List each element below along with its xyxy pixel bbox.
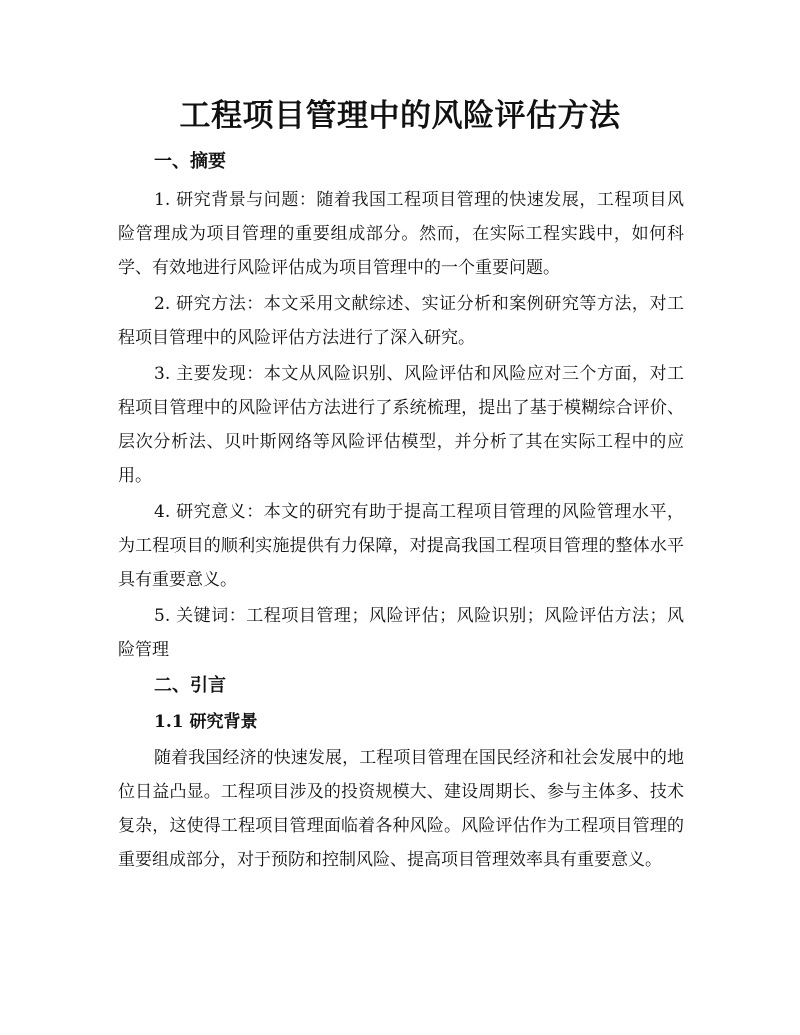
- introduction-paragraph: 随着我国经济的快速发展，工程项目管理在国民经济和社会发展中的地位日益凸显。工程项目涉及的投资规模大、建设周期长、参与主体多、技术复杂，这使得工程项目管理面临着各种风险。风险评估作为工程项目管理的重要组成部分，对于预防和控制风险、提高项目管理效率具有重要意义。: [118, 748, 684, 870]
- abstract-paragraph-methods: 2. 研究方法：本文采用文献综述、实证分析和案例研究等方法，对工程项目管理中的风险评估方法进行了深入研究。: [118, 294, 684, 348]
- abstract-paragraph-keywords: 5. 关键词：工程项目管理；风险评估；风险识别；风险评估方法；风险管理: [118, 606, 684, 660]
- document-body: [118, 145, 684, 877]
- section-heading-introduction: 二、引言: [154, 675, 226, 696]
- subsection-heading-background: 1.1 研究背景: [154, 712, 258, 732]
- abstract-paragraph-findings: 3. 主要发现：本文从风险识别、风险评估和风险应对三个方面，对工程项目管理中的风险评估方法进行了系统梳理，提出了基于模糊综合评价、层次分析法、贝叶斯网络等风险评估模型，并分析了其在实际工程中的应用。: [118, 364, 684, 486]
- section-heading-abstract: 一、摘要: [154, 151, 226, 172]
- abstract-paragraph-background: 1. 研究背景与问题：随着我国工程项目管理的快速发展，工程项目风险管理成为项目管理的重要组成部分。然而，在实际工程实践中，如何科学、有效地进行风险评估成为项目管理中的一个重要问题。: [118, 190, 684, 278]
- abstract-paragraph-significance: 4. 研究意义：本文的研究有助于提高工程项目管理的风险管理水平，为工程项目的顺利实施提供有力保障，对提高我国工程项目管理的整体水平具有重要意义。: [118, 502, 684, 590]
- document-title: 工程项目管理中的风险评估方法: [179, 98, 621, 134]
